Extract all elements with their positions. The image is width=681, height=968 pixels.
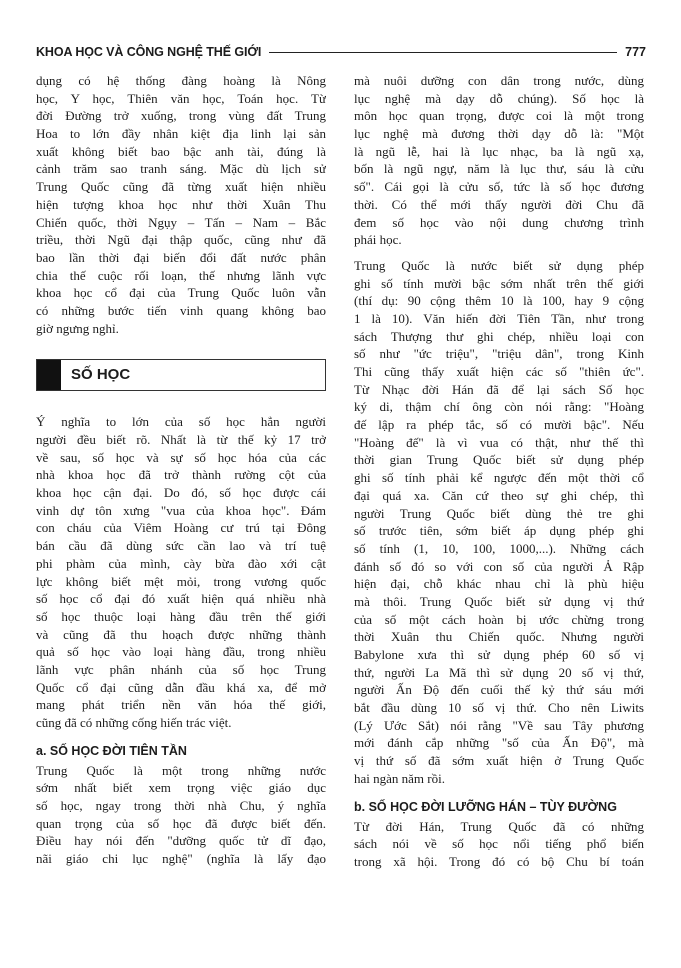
text-line: của số một cách hoàn bị ước chừng trong xyxy=(354,611,644,627)
running-header xyxy=(36,42,646,62)
text-line: nãi giáo chi lục nghệ" (nghĩa là lấy đạo xyxy=(36,851,326,867)
text-line: người Trung Quốc biết dùng thẻ tre ghi xyxy=(354,505,644,521)
text-line: mới đánh cắp những "số của Ấn Độ", mà xyxy=(354,735,644,751)
text-line: lục nghệ mà dạy dỗ chúng). Số học là xyxy=(354,90,644,106)
text-line: Ý nghĩa to lớn của số học hẳn người xyxy=(36,414,326,430)
page-number: 777 xyxy=(625,45,646,59)
text-line: là ngũ lễ, hai là lục nhạc, ba là ngũ xạ, xyxy=(354,143,644,159)
text-line: mà nuôi dưỡng con dân trong nước, dùng xyxy=(354,73,644,88)
text-line: hiện đại, chỗ khác nhau chỉ là phù hiệu xyxy=(354,576,644,592)
text-line: môn học quan trọng, được coi là một trong xyxy=(354,108,644,124)
text-line: Trung Quốc là một trong những nước xyxy=(36,762,326,778)
text-line: bán cầu đã dùng sức cần lao và trí tuệ xyxy=(36,538,326,554)
text-line: và cũng đã thu hoạch được những thành xyxy=(36,626,326,642)
text-line: Babylone xưa thì sử dụng phép 60 số vị xyxy=(354,647,644,662)
section-title: SỐ HỌC xyxy=(71,366,131,384)
text-line: Trung Quốc cũng đã từng xuất hiện nhiều xyxy=(36,179,326,195)
text-line: cũng đã có những cống hiến trác việt. xyxy=(36,715,232,730)
text-line: học, Y học, Thiên văn học, Toán học. Từ xyxy=(36,90,326,106)
text-line: ký di, thậm chí ông còn nói rằng: "Hoàng xyxy=(354,399,644,415)
text-line: (thí dụ: 90 cộng thêm 10 là 100, hay 9 cộng xyxy=(354,293,644,309)
paragraph xyxy=(36,72,326,337)
text-line: giờ ngưng nghỉ. xyxy=(36,320,119,336)
section-heading-box xyxy=(36,359,326,391)
text-line: ghi số tính mười bậc sớm nhất trên thế giới xyxy=(354,275,644,291)
text-line: thời. Có thể mới thấy người đời Chu đã xyxy=(354,196,644,212)
text-line: thời Xuân thu Chiến quốc. Nhưng người xyxy=(354,629,644,645)
paragraph xyxy=(354,257,644,788)
text-line: con cháu của Viêm Hoàng cư trú tại Đông xyxy=(36,520,326,536)
text-line: xuất không biết bao bậc anh tài, đúng là xyxy=(36,143,326,159)
text-line: bao lần thời đại biến đổi đất nước phân xyxy=(36,249,326,265)
text-line: số". Cái gọi là cửu số, tức là số học đương xyxy=(354,179,644,195)
text-line: phái học. xyxy=(354,232,402,248)
text-line: Điều hay nói đến "dưỡng quốc tử dĩ đạo, xyxy=(36,833,326,849)
text-line: đại quá xa. Căn cứ theo sự ghi chép, thì xyxy=(354,487,644,503)
text-line: lực không biết mệt mỏi, trong vương quốc xyxy=(36,573,326,589)
text-line: sớm nhất biết xem trọng việc giáo dục xyxy=(36,780,326,796)
text-line: cảnh trăm sao tranh sáng. Mặc dù lịch sử xyxy=(36,161,326,177)
paragraph xyxy=(36,762,326,868)
text-line: Trung Quốc là nước biết sử dụng phép xyxy=(354,257,644,273)
text-line: chia thế cuộc rối loạn, thế nhưng lãnh vực xyxy=(36,267,326,283)
text-line: 1 là 10). Văn hiến đời Tiên Tần, như trong xyxy=(354,310,644,326)
text-line: Từ Nhạc đời Hán đã để lại sách Số học xyxy=(354,381,644,397)
text-line: số học thuộc loại hàng đầu trên thế giới xyxy=(36,608,326,624)
text-line: vinh dự tôn xưng "vua của khoa học". Đám xyxy=(36,502,326,518)
subheading: a. SỐ HỌC ĐỜI TIÊN TẦN xyxy=(36,743,187,758)
header-rule xyxy=(269,52,617,53)
text-line: có những bước tiến vinh quang không bao xyxy=(36,302,326,318)
text-line: mang phát triển nền văn hóa thế giới, xyxy=(36,697,326,713)
text-line: đánh số đó so với con số của người Ả Rập xyxy=(354,558,644,574)
text-line: số học cổ đại đó xuất hiện quá nhiều nhà xyxy=(36,591,326,607)
text-line: số như "ức triệu", "triệu dân", trong Kinh xyxy=(354,346,644,362)
text-line: đế lập ra phép tắc, số có mười bậc". Nếu xyxy=(354,417,644,433)
text-line: vị thứ số đã sớm xuất hiện ở Trung Quốc xyxy=(354,753,644,769)
text-line: khoa học cận đại. Do đó, số học được cái xyxy=(36,485,326,501)
text-line: trong xã hội. Trong đó có bộ Chu bí toán xyxy=(354,853,644,869)
text-line: số học, ngay trong thời nhà Chu, ý nghĩa xyxy=(36,798,326,814)
text-line: về sau, số học và sự số học hóa của các xyxy=(36,449,326,465)
text-line: số trước tiên, sớm biết áp dụng phép ghi xyxy=(354,523,644,539)
paragraph xyxy=(354,72,644,249)
text-line: hiện tượng khoa học như thời Xuân Thu xyxy=(36,196,326,212)
header-title: KHOA HỌC VÀ CÔNG NGHỆ THẾ GIỚI xyxy=(36,45,262,59)
paragraph xyxy=(354,818,644,871)
text-line: quan trọng của số học đã được biết đến. xyxy=(36,815,326,831)
text-line: triều, thời Ngũ đại thập quốc, cũng như đã xyxy=(36,232,326,248)
text-line: Thi cũng thấy xuất hiện các số "thiên ức". xyxy=(354,364,644,379)
left-column xyxy=(36,72,326,868)
text-line: hai ngàn năm rồi. xyxy=(354,770,445,786)
text-line: thời gian Trung Quốc biết sử dụng phép xyxy=(354,452,644,468)
text-line: dụng có hệ thống đàng hoàng là Nông xyxy=(36,73,326,88)
text-line: khoa học cổ đại của Trung Quốc luôn vẫn xyxy=(36,285,326,301)
text-line: lục nghệ mà đương thời dạy dỗ là: "Một xyxy=(354,126,644,142)
text-line: Chiến quốc, thời Ngụy – Tấn – Nam – Bắc xyxy=(36,214,326,230)
text-line: thứ, người La Mã thì sử dụng 20 số vị thứ, xyxy=(354,664,644,680)
text-line: phi phàm của mình, cày bừa đào xới cật xyxy=(36,555,326,571)
text-line: sách Thượng thư ghi chép, nhiều loại con xyxy=(354,328,644,344)
text-line: mà thôi. Trung Quốc biết sử dụng vị thứ xyxy=(354,593,644,609)
text-line: Hoa to lớn đầy nhân kiệt địa linh lại sản xyxy=(36,126,326,142)
text-line: sách nói về số học nổi tiếng phổ biến xyxy=(354,836,644,852)
paragraph xyxy=(36,413,326,731)
text-line: bốn là ngũ ngự, năm là lục thư, sáu là cửu xyxy=(354,161,644,177)
text-line: quả số học vào loại hàng đầu, trong nhiều xyxy=(36,644,326,660)
text-line: bắt đầu dùng 10 số vị thứ. Cho nên Liwits xyxy=(354,700,644,716)
section-marker-block xyxy=(37,360,61,390)
subheading: b. SỐ HỌC ĐỜI LƯỠNG HÁN – TÙY ĐƯỜNG xyxy=(354,799,617,814)
text-line: Từ đời Hán, Trung Quốc đã có những xyxy=(354,818,644,834)
text-line: nhà khoa học đã trở thành rường cột của xyxy=(36,467,326,483)
right-column xyxy=(354,72,644,871)
text-line: Quốc cổ đại cũng dẫn đầu khá xa, để mở xyxy=(36,679,326,695)
text-line: số tính (1, 10, 100, 1000,...). Những cách xyxy=(354,540,644,556)
text-line: (Lý Ước Sắt) nói rằng "Về sau Tây phương xyxy=(354,717,644,733)
text-line: người Ấn Độ đến cuối thế kỷ thứ sáu mới xyxy=(354,682,644,698)
text-line: đem số học vào nội dung chương trình xyxy=(354,214,644,230)
text-line: ghi số tính phải kể ngược đến một thời cổ xyxy=(354,470,644,486)
text-line: đời Đường trở xuống, trong vùng đất Trung xyxy=(36,108,326,124)
text-line: người đều biết rõ. Nhất là từ thế kỷ 17 trở xyxy=(36,432,326,447)
text-line: lãnh vực phân nhánh của số học Trung xyxy=(36,661,326,677)
text-line: "Hoàng đế" là vì vua có thật, như thế thì xyxy=(354,434,644,450)
